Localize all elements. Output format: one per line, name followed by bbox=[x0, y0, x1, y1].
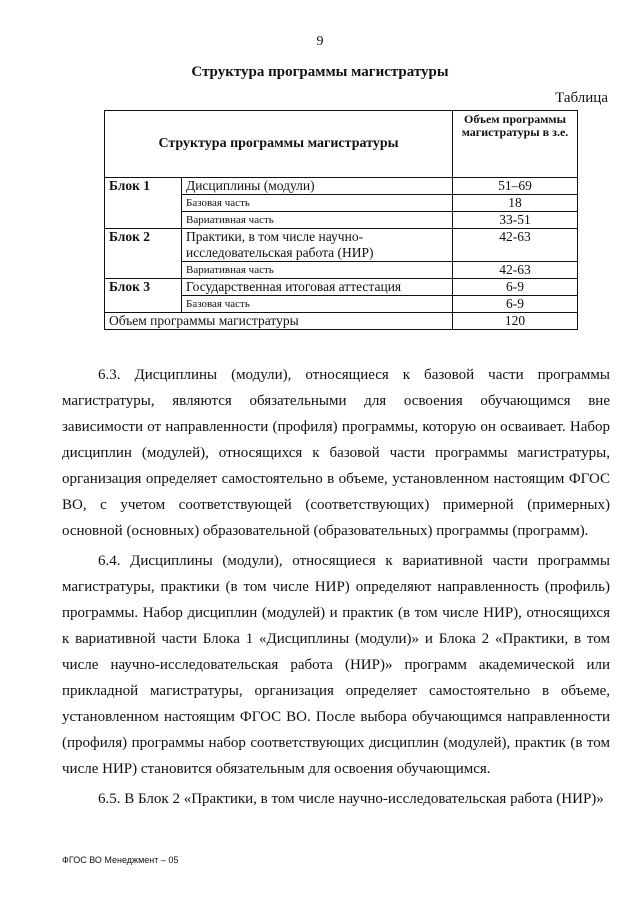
block-label: Блок 2 bbox=[105, 229, 182, 279]
total-value: 120 bbox=[453, 313, 578, 330]
page-number: 9 bbox=[316, 34, 324, 49]
row-volume: 42-63 bbox=[453, 262, 578, 279]
row-name: Базовая часть bbox=[182, 296, 453, 313]
table-row bbox=[105, 229, 578, 262]
row-volume: 18 bbox=[453, 195, 578, 212]
row-volume: 6-9 bbox=[453, 296, 578, 313]
body-text bbox=[62, 362, 610, 816]
row-name: Вариативная часть bbox=[182, 262, 453, 279]
table-header-row bbox=[105, 111, 578, 178]
table-total-row bbox=[105, 313, 578, 330]
table-label: Таблица bbox=[555, 90, 608, 106]
paragraph-6-4: 6.4. Дисциплины (модули), относящиеся к вариативной части программы магистратуры, практики (в том числе НИР) определяют направленность (профиль) программы. Набор дисциплин (модулей) и практик (в том числе НИР), относящихся к вариативной части Блока 1 «Дисциплины (модули)» и Блока 2 «Практики, в том числе научно-исследовательская работа (НИР)» программ академической или прикладной магистратуры, организация определяет самостоятельно в объеме, установленном настоящим ФГОС ВО. После выбора обучающимся направленности (профиля) программы набор соответствующих дисциплин (модулей), практик (в том числе НИР) становится обязательным для освоения обучающимся. bbox=[62, 553, 610, 777]
row-name: Практики, в том числе научно-исследовательская работа (НИР) bbox=[182, 229, 453, 262]
total-label: Объем программы магистратуры bbox=[105, 313, 453, 330]
paragraph-6-3: 6.3. Дисциплины (модули), относящиеся к базовой части программы магистратуры, являются обязательными для освоения обучающимся вне зависимости от направленности (профиля) программы, которую он осваивает. Набор дисциплин (модулей), относящихся к базовой части программы магистратуры, организация определяет самостоятельно в объеме, установленном настоящим ФГОС ВО, с учетом соответствующей (соответствующих) примерной (примерных) основной (основных) образовательной (образовательных) программы (программ). bbox=[62, 367, 610, 539]
row-name: Вариативная часть bbox=[182, 212, 453, 229]
table-row bbox=[105, 178, 578, 195]
row-name: Базовая часть bbox=[182, 195, 453, 212]
row-name: Дисциплины (модули) bbox=[182, 178, 453, 195]
page-title: Структура программы магистратуры bbox=[191, 64, 449, 80]
footer-text: ФГОС ВО Менеджмент – 05 bbox=[62, 855, 179, 865]
program-structure-table bbox=[104, 110, 578, 330]
header-structure: Структура программы магистратуры bbox=[105, 111, 453, 178]
block-label: Блок 1 bbox=[105, 178, 182, 229]
table-row bbox=[105, 279, 578, 296]
paragraph-6-5: 6.5. В Блок 2 «Практики, в том числе научно-исследовательская работа (НИР)» bbox=[98, 791, 604, 807]
block-label: Блок 3 bbox=[105, 279, 182, 313]
row-volume: 6-9 bbox=[453, 279, 578, 296]
row-name: Государственная итоговая аттестация bbox=[182, 279, 453, 296]
header-volume: Объем программы магистратуры в з.е. bbox=[453, 111, 578, 178]
row-volume: 42-63 bbox=[453, 229, 578, 262]
row-volume: 33-51 bbox=[453, 212, 578, 229]
row-volume: 51–69 bbox=[453, 178, 578, 195]
